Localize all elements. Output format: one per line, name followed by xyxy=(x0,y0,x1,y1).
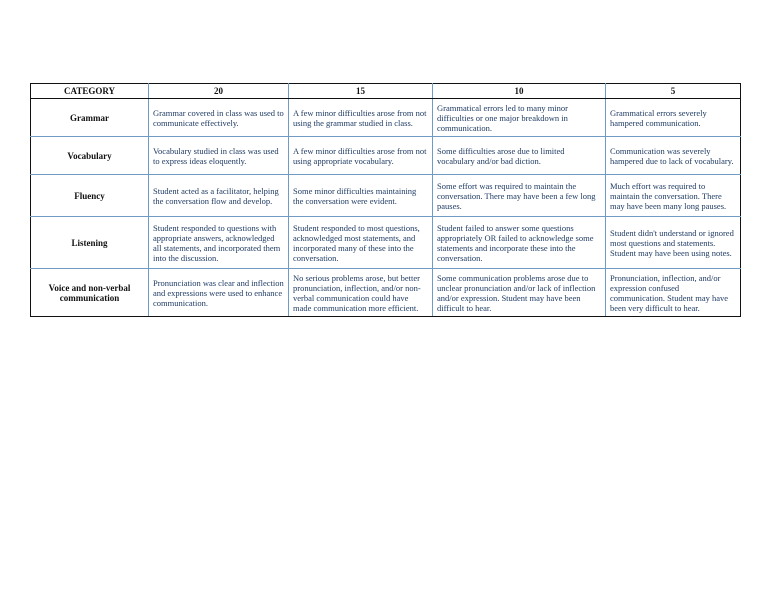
table-row xyxy=(31,99,741,137)
criterion-cell: Grammatical errors severely hampered communication. xyxy=(606,99,741,137)
header-score-15: 15 xyxy=(289,84,433,99)
criterion-cell: Communication was severely hampered due to lack of vocabulary. xyxy=(606,137,741,175)
category-label: Vocabulary xyxy=(31,137,149,175)
criterion-cell: Student responded to questions with appropriate answers, acknowledged all statements, and incorporated them into the discussion. xyxy=(149,217,289,269)
criterion-cell: Student failed to answer some questions appropriately OR failed to acknowledge some statements and incorporate these into the conversation. xyxy=(433,217,606,269)
criterion-cell: Student didn't understand or ignored most questions and statements. Student may have been using notes. xyxy=(606,217,741,269)
criterion-cell: Some communication problems arose due to unclear pronunciation and/or lack of inflection and/or expression. Student may have been difficult to hear. xyxy=(433,269,606,317)
category-label: Grammar xyxy=(31,99,149,137)
header-score-20: 20 xyxy=(149,84,289,99)
category-label: Listening xyxy=(31,217,149,269)
criterion-cell: Pronunciation, inflection, and/or expression confused communication. Student may have been very difficult to hear. xyxy=(606,269,741,317)
criterion-cell: Much effort was required to maintain the conversation. There may have been many long pauses. xyxy=(606,175,741,217)
criterion-cell: A few minor difficulties arose from not using the grammar studied in class. xyxy=(289,99,433,137)
header-row xyxy=(31,84,741,99)
criterion-cell: Some effort was required to maintain the conversation. There may have been a few long pauses. xyxy=(433,175,606,217)
header-score-5: 5 xyxy=(606,84,741,99)
table-row xyxy=(31,137,741,175)
criterion-cell: Grammar covered in class was used to communicate effectively. xyxy=(149,99,289,137)
table-row xyxy=(31,175,741,217)
criterion-cell: Student responded to most questions, acknowledged most statements, and incorporated many of these into the conversation. xyxy=(289,217,433,269)
table-row xyxy=(31,269,741,317)
criterion-cell: Pronunciation was clear and inflection and expressions were used to enhance communication. xyxy=(149,269,289,317)
header-score-10: 10 xyxy=(433,84,606,99)
criterion-cell: Some minor difficulties maintaining the conversation were evident. xyxy=(289,175,433,217)
criterion-cell: Grammatical errors led to many minor difficulties or one major breakdown in communication. xyxy=(433,99,606,137)
category-label: Voice and non-verbal communication xyxy=(31,269,149,317)
criterion-cell: No serious problems arose, but better pronunciation, inflection, and/or non-verbal communication could have made communication more efficient. xyxy=(289,269,433,317)
category-label: Fluency xyxy=(31,175,149,217)
criterion-cell: Vocabulary studied in class was used to express ideas eloquently. xyxy=(149,137,289,175)
criterion-cell: Some difficulties arose due to limited vocabulary and/or bad diction. xyxy=(433,137,606,175)
criterion-cell: Student acted as a facilitator, helping the conversation flow and develop. xyxy=(149,175,289,217)
header-category: CATEGORY xyxy=(31,84,149,99)
criterion-cell: A few minor difficulties arose from not using appropriate vocabulary. xyxy=(289,137,433,175)
rubric-table xyxy=(30,83,741,317)
table-row xyxy=(31,217,741,269)
